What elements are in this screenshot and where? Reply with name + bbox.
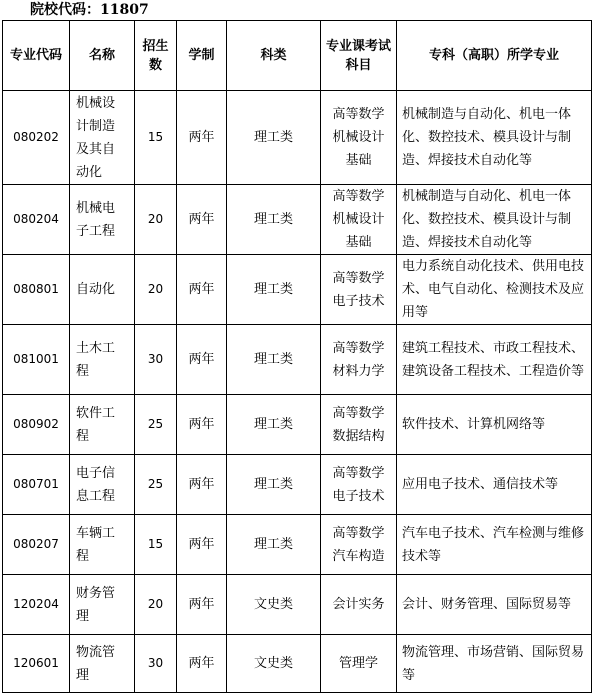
table-row xyxy=(3,325,592,395)
exam-subject: 高等数学 xyxy=(332,465,385,481)
major-code: 080701 xyxy=(3,455,70,515)
header-exam-subjects: 专业课考试科目 xyxy=(321,21,397,91)
source-majors: 建筑工程技术、市政工程技术、建筑设备工程技术、工程造价等 xyxy=(397,325,592,395)
source-majors: 汽车电子技术、汽车检测与维修技术等 xyxy=(397,515,592,575)
enrollment-quota: 20 xyxy=(135,575,177,635)
exam-subjects xyxy=(321,575,397,635)
table-row xyxy=(3,91,592,185)
table-row xyxy=(3,455,592,515)
exam-subject: 数据结构 xyxy=(332,428,385,444)
enrollment-quota: 30 xyxy=(135,635,177,693)
major-name: 电子信息工程 xyxy=(70,455,135,515)
school-code-title: 院校代码：11807 xyxy=(30,2,149,18)
exam-subjects xyxy=(321,635,397,693)
enrollment-quota: 20 xyxy=(135,255,177,325)
enrollment-quota: 25 xyxy=(135,455,177,515)
source-majors: 机械制造与自动化、机电一体化、数控技术、模具设计与制造、焊接技术自动化等 xyxy=(397,185,592,255)
exam-subject: 机械设计基础 xyxy=(332,130,385,168)
major-code: 080207 xyxy=(3,515,70,575)
exam-subject: 高等数学 xyxy=(332,107,385,122)
major-name: 机械电子工程 xyxy=(70,185,135,255)
study-duration: 两年 xyxy=(177,455,227,515)
header-row xyxy=(3,21,592,91)
subject-category: 文史类 xyxy=(227,635,321,693)
table-row xyxy=(3,395,592,455)
major-code: 081001 xyxy=(3,325,70,395)
major-name: 土木工程 xyxy=(70,325,135,395)
exam-subject: 机械设计基础 xyxy=(332,212,385,250)
enrollment-quota: 15 xyxy=(135,515,177,575)
major-code: 120204 xyxy=(3,575,70,635)
major-code: 080801 xyxy=(3,255,70,325)
table-row xyxy=(3,185,592,255)
study-duration: 两年 xyxy=(177,325,227,395)
subject-category: 理工类 xyxy=(227,515,321,575)
study-duration: 两年 xyxy=(177,395,227,455)
exam-subject: 高等数学 xyxy=(332,270,385,286)
exam-subject: 高等数学 xyxy=(332,525,385,541)
major-name: 财务管理 xyxy=(70,575,135,635)
enrollment-quota: 25 xyxy=(135,395,177,455)
exam-subjects xyxy=(321,91,397,185)
exam-subjects xyxy=(321,515,397,575)
study-duration: 两年 xyxy=(177,635,227,693)
exam-subjects xyxy=(321,185,397,255)
header-quota: 招生数 xyxy=(135,21,177,91)
table-row xyxy=(3,575,592,635)
exam-subjects xyxy=(321,455,397,515)
major-code: 080204 xyxy=(3,185,70,255)
subject-category: 理工类 xyxy=(227,325,321,395)
exam-subject: 电子技术 xyxy=(332,293,385,309)
exam-subject: 电子技术 xyxy=(332,488,385,504)
exam-subjects xyxy=(321,395,397,455)
table-row xyxy=(3,255,592,325)
source-majors: 软件技术、计算机网络等 xyxy=(397,395,592,455)
exam-subject: 材料力学 xyxy=(332,363,385,379)
major-code: 080202 xyxy=(3,91,70,185)
header-source-majors: 专科（高职）所学专业 xyxy=(397,21,592,91)
study-duration: 两年 xyxy=(177,575,227,635)
major-code: 080902 xyxy=(3,395,70,455)
subject-category: 理工类 xyxy=(227,255,321,325)
major-name: 车辆工程 xyxy=(70,515,135,575)
source-majors: 机械制造与自动化、机电一体化、数控技术、模具设计与制造、焊接技术自动化等 xyxy=(397,91,592,185)
exam-subjects xyxy=(321,255,397,325)
subject-category: 文史类 xyxy=(227,575,321,635)
source-majors: 物流管理、市场营销、国际贸易等 xyxy=(397,635,592,693)
header-category: 科类 xyxy=(227,21,321,91)
major-name: 物流管理 xyxy=(70,635,135,693)
major-name: 自动化 xyxy=(70,255,135,325)
source-majors: 会计、财务管理、国际贸易等 xyxy=(397,575,592,635)
enrollment-quota: 20 xyxy=(135,185,177,255)
major-code: 120601 xyxy=(3,635,70,693)
exam-subject: 汽车构造 xyxy=(332,548,385,564)
majors-table xyxy=(2,20,592,693)
source-majors: 电力系统自动化技术、供用电技术、电气自动化、检测技术及应用等 xyxy=(397,255,592,325)
exam-subject: 高等数学 xyxy=(332,189,385,204)
enrollment-quota: 15 xyxy=(135,91,177,185)
exam-subject: 会计实务 xyxy=(332,597,385,612)
subject-category: 理工类 xyxy=(227,91,321,185)
exam-subject: 高等数学 xyxy=(332,405,385,421)
study-duration: 两年 xyxy=(177,255,227,325)
table-row xyxy=(3,635,592,693)
study-duration: 两年 xyxy=(177,185,227,255)
study-duration: 两年 xyxy=(177,515,227,575)
exam-subject: 管理学 xyxy=(338,656,378,671)
header-code: 专业代码 xyxy=(3,21,70,91)
major-name: 软件工程 xyxy=(70,395,135,455)
source-majors: 应用电子技术、通信技术等 xyxy=(397,455,592,515)
exam-subjects xyxy=(321,325,397,395)
subject-category: 理工类 xyxy=(227,395,321,455)
study-duration: 两年 xyxy=(177,91,227,185)
exam-subject: 高等数学 xyxy=(332,340,385,356)
major-name: 机械设计制造及其自动化 xyxy=(70,91,135,185)
header-duration: 学制 xyxy=(177,21,227,91)
subject-category: 理工类 xyxy=(227,185,321,255)
enrollment-quota: 30 xyxy=(135,325,177,395)
header-name: 名称 xyxy=(70,21,135,91)
table-row xyxy=(3,515,592,575)
subject-category: 理工类 xyxy=(227,455,321,515)
